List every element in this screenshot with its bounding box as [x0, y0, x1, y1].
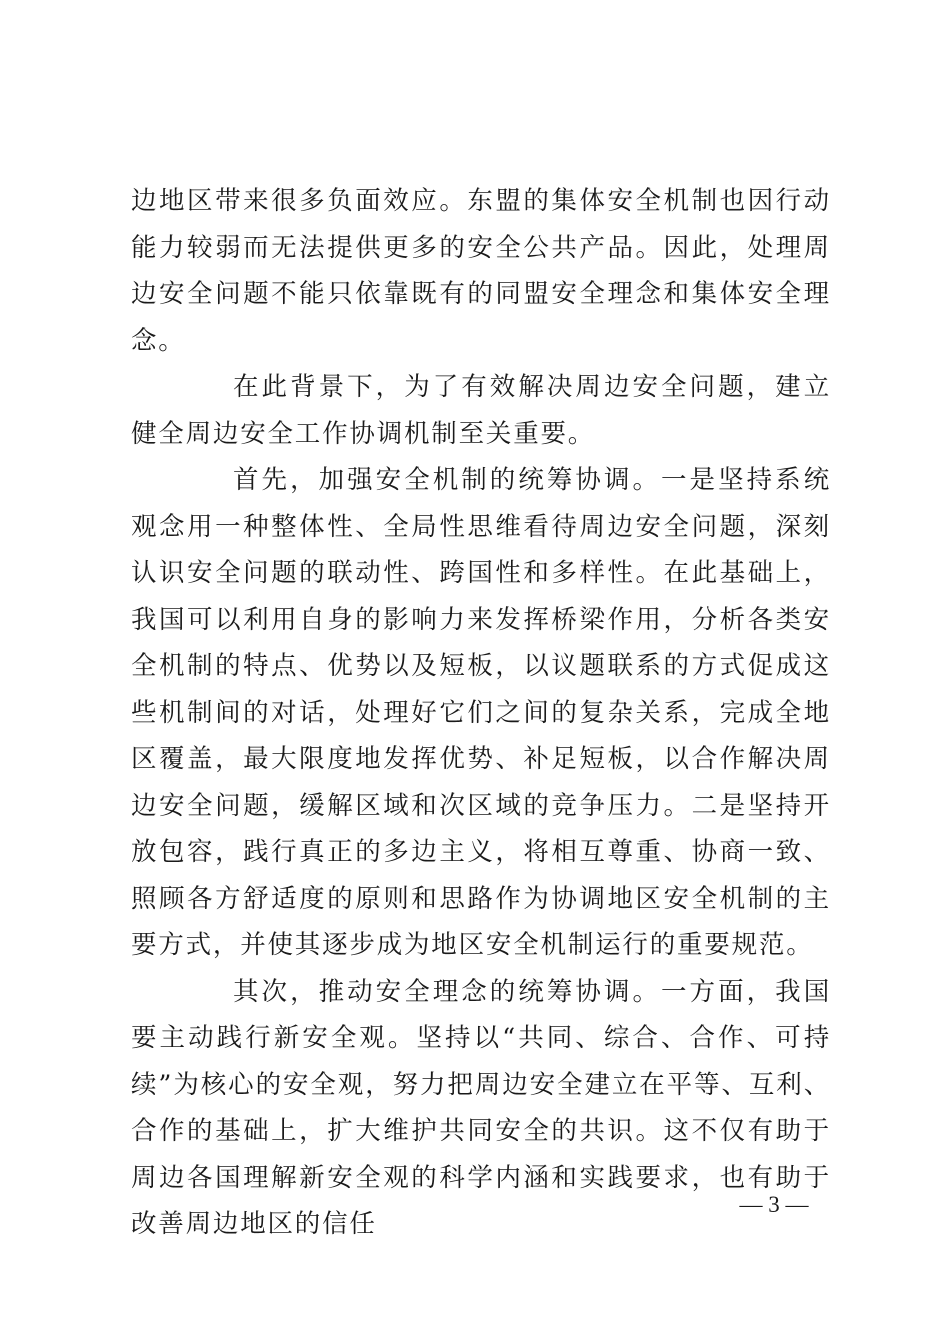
body-text — [131, 178, 831, 1248]
paragraph-1: 边地区带来很多负面效应。东盟的集体安全机制也因行动能力较弱而无法提供更多的安全公共产品。因此，处理周边安全问题不能只依靠既有的同盟安全理念和集体安全理念。 — [131, 186, 831, 356]
paragraph-4: 其次，推动安全理念的统筹协调。一方面，我国要主动践行新安全观。坚持以“共同、综合、合作、可持续”为核心的安全观，努力把周边安全建立在平等、互利、合作的基础上，扩大维护共同安全的共识。这不仅有助于周边各国理解新安全观的科学内涵和实践要求，也有助于改善周边地区的信任 — [131, 976, 831, 1239]
paragraph-3: 首先，加强安全机制的统筹协调。一是坚持系统观念用一种整体性、全局性思维看待周边安全问题，深刻认识安全问题的联动性、跨国性和多样性。在此基础上，我国可以利用自身的影响力来发挥桥梁作用，分析各类安全机制的特点、优势以及短板，以议题联系的方式促成这些机制间的对话，处理好它们之间的复杂关系，完成全地区覆盖，最大限度地发挥优势、补足短板，以合作解决周边安全问题，缓解区域和次区域的竞争压力。二是坚持开放包容，践行真正的多边主义，将相互尊重、协商一致、照顾各方舒适度的原则和思路作为协调地区安全机制的主要方式，并使其逐步成为地区安全机制运行的重要规范。 — [131, 465, 831, 960]
page-number: — 3 — — [739, 1192, 809, 1217]
paragraph-2: 在此背景下，为了有效解决周边安全问题，建立健全周边安全工作协调机制至关重要。 — [131, 372, 831, 449]
